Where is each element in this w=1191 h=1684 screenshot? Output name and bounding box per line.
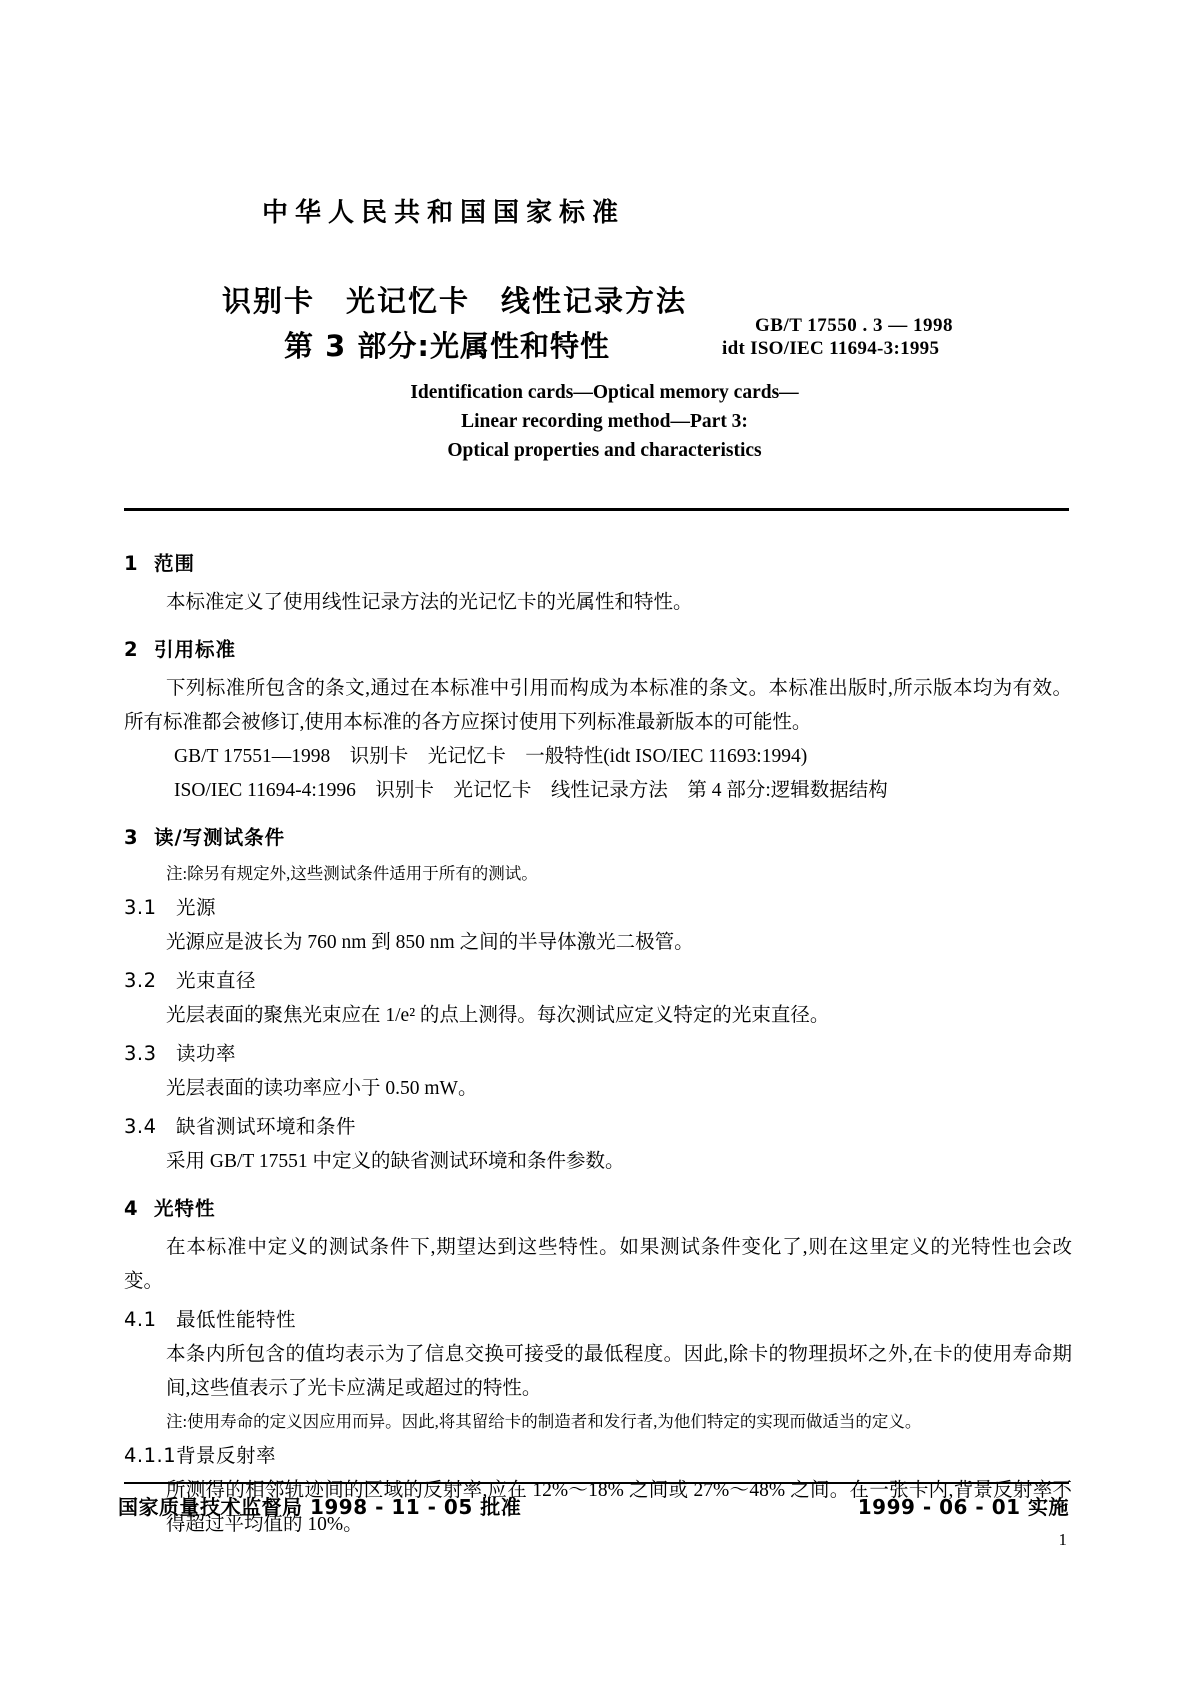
subsection-heading-4-1 <box>124 1303 1072 1336</box>
footer-divider <box>124 1482 1069 1484</box>
page-number: 1 <box>1058 1530 1067 1549</box>
subsection-number-3-4: 3.4 <box>124 1115 157 1138</box>
subsection-title-3-4: 缺省测试环境和条件 <box>176 1115 357 1138</box>
subsection-3-3-text: 光层表面的读功率应小于 0.50 mW。 <box>166 1078 478 1099</box>
subsection-title-3-3: 读功率 <box>176 1042 237 1065</box>
subsection-title-4-1: 最低性能特性 <box>176 1308 297 1331</box>
subsection-heading-3-4 <box>124 1110 1072 1143</box>
section-title-4: 光特性 <box>154 1197 216 1220</box>
subsection-4-1-1-text: 所测得的相邻轨迹间的区域的反射率,应在 12%～18% 之间或 27%～48% 之间。在一张卡内,背景反射率不得超过平均值的 10%。 <box>166 1480 1072 1535</box>
document-title-en-line1: Identification cards—Optical memory cards— <box>410 382 799 403</box>
section-4-paragraph-1: 在本标准中定义的测试条件下,期望达到这些特性。如果测试条件变化了,则在这里定义的光特性也会改变。 <box>124 1237 1072 1292</box>
subsection-3-2-text: 光层表面的聚焦光束应在 1/e² 的点上测得。每次测试应定义特定的光束直径。 <box>166 1005 830 1026</box>
section-heading-2 <box>124 633 1072 666</box>
national-standard-title: 中华人民共和国国家标准 <box>262 198 626 228</box>
subsection-heading-3-2 <box>124 964 1072 997</box>
section-heading-4 <box>124 1192 1072 1225</box>
section-heading-1 <box>124 547 1072 580</box>
subsection-4-1-note: 注:使用寿命的定义因应用而异。因此,将其留给卡的制造者和发行者,为他们特定的实现而做适当的定义。 <box>166 1412 922 1431</box>
subsection-title-4-1-1: 背景反射率 <box>176 1444 277 1467</box>
subsection-number-4-1-1: 4.1.1 <box>124 1444 177 1467</box>
document-title-cn-line1: 识别卡 光记忆卡 线性记录方法 <box>222 284 688 318</box>
subsection-number-3-3: 3.3 <box>124 1042 157 1065</box>
subsection-number-3-2: 3.2 <box>124 969 157 992</box>
reference-item-2: ISO/IEC 11694-4:1996 识别卡 光记忆卡 线性记录方法 第 4 部分:逻辑数据结构 <box>174 780 888 801</box>
section-1-paragraph-1: 本标准定义了使用线性记录方法的光记忆卡的光属性和特性。 <box>166 592 693 613</box>
subsection-4-1-text: 本条内所包含的值均表示为了信息交换可接受的最低程度。因此,除卡的物理损坏之外,在卡的使用寿命期间,这些值表示了光卡应满足或超过的特性。 <box>166 1344 1072 1399</box>
section-number-2: 2 <box>124 638 139 661</box>
subsection-title-3-2: 光束直径 <box>176 969 257 992</box>
footer-implementation-date: 1999 - 06 - 01 实施 <box>857 1495 1069 1519</box>
document-title-cn-line2: 第 3 部分:光属性和特性 <box>284 329 610 363</box>
subsection-heading-4-1-1 <box>124 1439 1072 1472</box>
subsection-heading-3-1 <box>124 891 1072 924</box>
section-number-4: 4 <box>124 1197 139 1220</box>
subsection-3-4-text: 采用 GB/T 17551 中定义的缺省测试环境和条件参数。 <box>166 1151 625 1172</box>
section-2-paragraph-1: 下列标准所包含的条文,通过在本标准中引用而构成为本标准的条文。本标准出版时,所示版本均为有效。所有标准都会被修订,使用本标准的各方应探讨使用下列标准最新版本的可能性。 <box>124 678 1072 733</box>
section-number-3: 3 <box>124 826 139 849</box>
standard-number: GB/T 17550 . 3 — 1998 <box>755 315 954 336</box>
section-title-3: 读/写测试条件 <box>154 826 286 849</box>
document-body <box>124 534 1072 1542</box>
subsection-number-4-1: 4.1 <box>124 1308 157 1331</box>
section-heading-3 <box>124 821 1072 854</box>
subsection-number-3-1: 3.1 <box>124 896 157 919</box>
header-divider <box>124 508 1069 511</box>
reference-item-1: GB/T 17551—1998 识别卡 光记忆卡 一般特性(idt ISO/IEC 11693:1994) <box>174 746 808 767</box>
subsection-title-3-1: 光源 <box>176 896 217 919</box>
document-title-en <box>0 378 1191 465</box>
section-3-note: 注:除另有规定外,这些测试条件适用于所有的测试。 <box>166 864 538 883</box>
footer-approval-text: 国家质量技术监督局 1998 - 11 - 05 批准 <box>118 1495 522 1519</box>
section-number-1: 1 <box>124 552 139 575</box>
section-title-1: 范围 <box>154 552 196 575</box>
section-title-2: 引用标准 <box>154 638 237 661</box>
subsection-3-1-text: 光源应是波长为 760 nm 到 850 nm 之间的半导体激光二极管。 <box>166 932 694 953</box>
document-title-en-line2: Linear recording method—Part 3: <box>461 411 748 432</box>
document-title-en-line3: Optical properties and characteristics <box>447 440 762 461</box>
standard-idt-reference: idt ISO/IEC 11694-3:1995 <box>722 338 940 359</box>
subsection-heading-3-3 <box>124 1037 1072 1070</box>
